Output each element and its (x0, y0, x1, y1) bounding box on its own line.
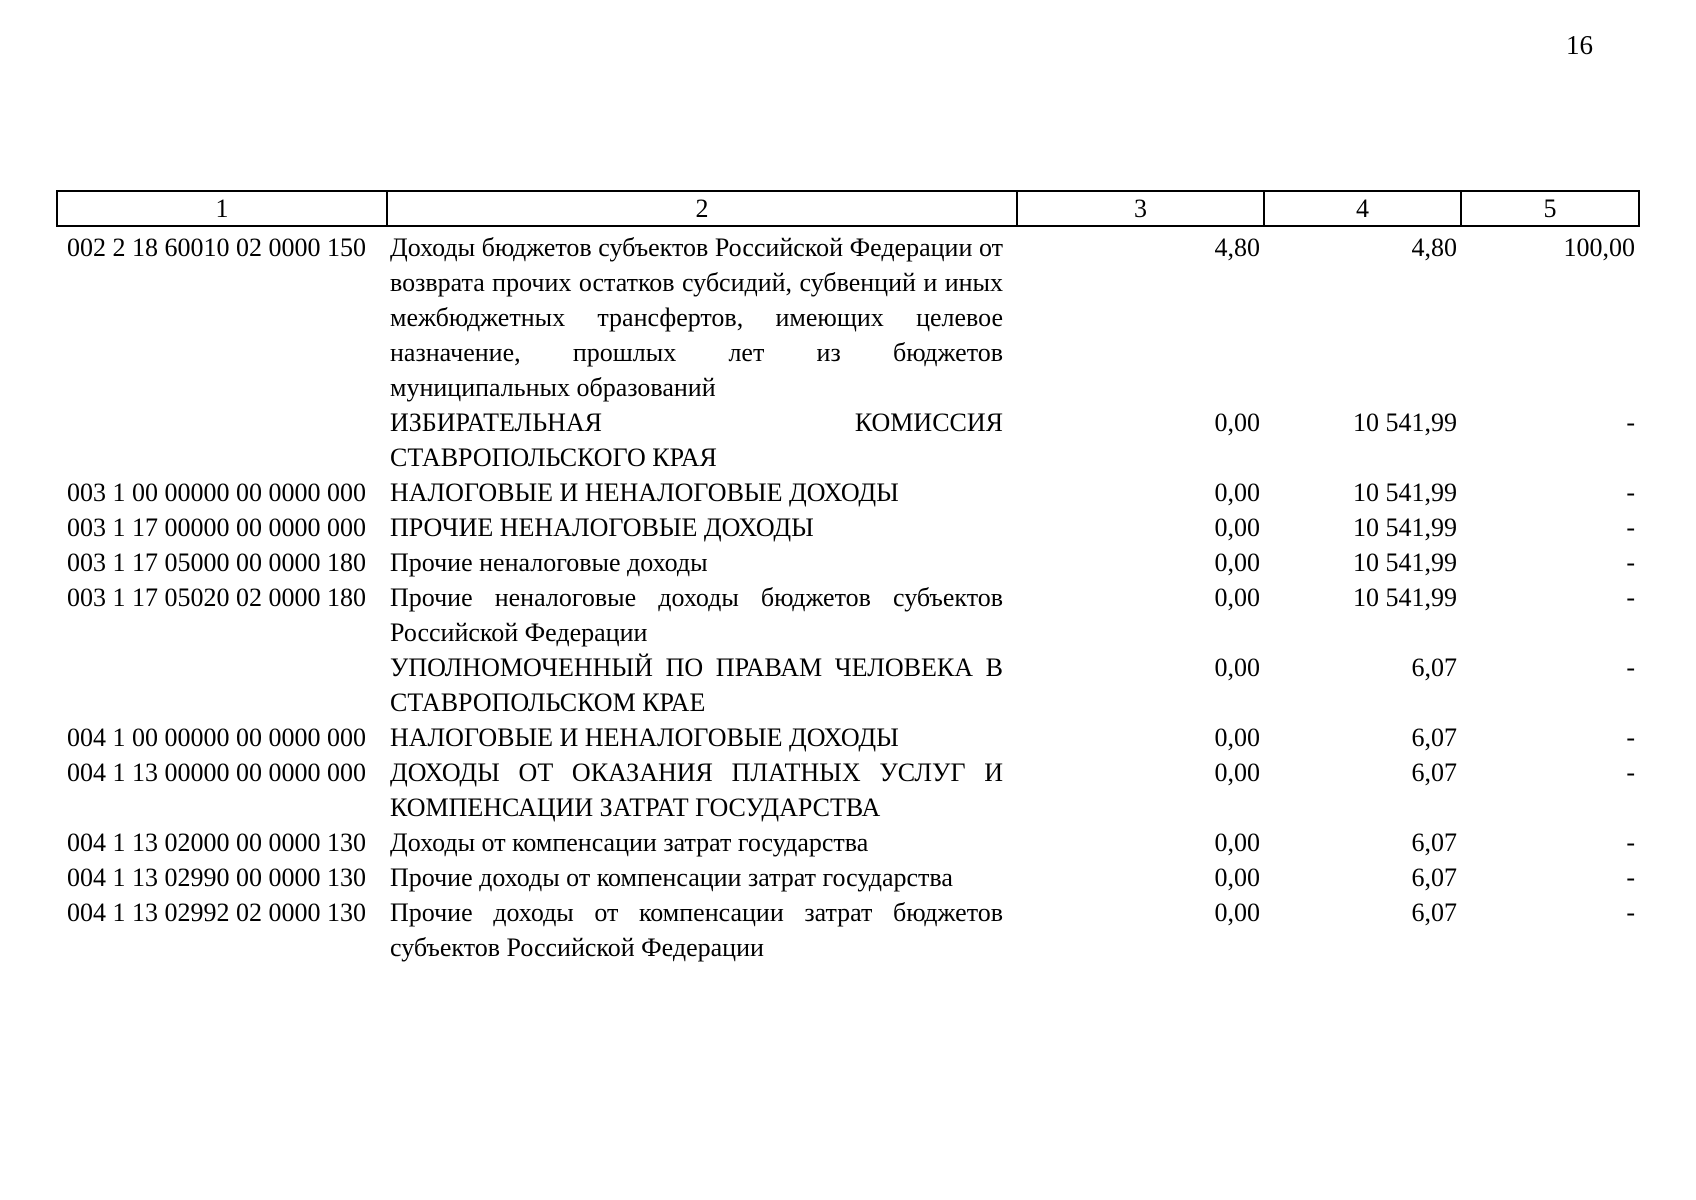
table-row (57, 545, 1639, 580)
row-value-col5: - (1626, 513, 1635, 542)
row-value-col3: 0,00 (1214, 723, 1260, 752)
header-col-5: 5 (1461, 191, 1639, 226)
header-col-2: 2 (387, 191, 1017, 226)
budget-table (56, 190, 1640, 965)
table-row (57, 405, 1639, 475)
row-value-col3: 0,00 (1214, 863, 1260, 892)
row-code: 002 2 18 60010 02 0000 150 (67, 233, 366, 262)
row-name: Прочие неналоговые доходы бюджетов субъектов Российской Федерации (390, 583, 1003, 647)
table-row (57, 860, 1639, 895)
row-code: 004 1 13 02992 02 0000 130 (67, 898, 366, 927)
row-name: Прочие доходы от компенсации затрат государства (390, 863, 953, 892)
row-value-col4: 10 541,99 (1353, 408, 1457, 437)
row-value-col4: 6,07 (1411, 723, 1457, 752)
row-name: Прочие неналоговые доходы (390, 548, 708, 577)
row-value-col3: 0,00 (1214, 758, 1260, 787)
table-row (57, 580, 1639, 650)
row-value-col5: - (1626, 898, 1635, 927)
row-name: ИЗБИРАТЕЛЬНАЯ КОМИССИЯ СТАВРОПОЛЬСКОГО КРАЯ (390, 408, 1003, 472)
row-value-col4: 4,80 (1411, 233, 1457, 262)
row-value-col5: - (1626, 478, 1635, 507)
row-value-col4: 10 541,99 (1353, 548, 1457, 577)
table-row (57, 475, 1639, 510)
row-name: УПОЛНОМОЧЕННЫЙ ПО ПРАВАМ ЧЕЛОВЕКА В СТАВРОПОЛЬСКОМ КРАЕ (390, 653, 1003, 717)
row-name: ДОХОДЫ ОТ ОКАЗАНИЯ ПЛАТНЫХ УСЛУГ И КОМПЕНСАЦИИ ЗАТРАТ ГОСУДАРСТВА (390, 758, 1003, 822)
row-value-col5: - (1626, 863, 1635, 892)
header-col-4: 4 (1264, 191, 1461, 226)
row-code: 004 1 13 02990 00 0000 130 (67, 863, 366, 892)
row-code: 004 1 13 00000 00 0000 000 (67, 758, 366, 787)
page-number: 16 (1566, 30, 1593, 60)
row-value-col3: 0,00 (1214, 653, 1260, 682)
row-name: Доходы от компенсации затрат государства (390, 828, 869, 857)
row-value-col3: 0,00 (1214, 548, 1260, 577)
table-row (57, 720, 1639, 755)
row-value-col5: - (1626, 758, 1635, 787)
row-value-col4: 10 541,99 (1353, 513, 1457, 542)
row-value-col5: - (1626, 583, 1635, 612)
row-value-col5: - (1626, 723, 1635, 752)
row-value-col3: 0,00 (1214, 898, 1260, 927)
row-value-col4: 6,07 (1411, 828, 1457, 857)
row-value-col3: 0,00 (1214, 828, 1260, 857)
row-value-col5: - (1626, 828, 1635, 857)
row-value-col5: 100,00 (1563, 233, 1635, 262)
row-value-col4: 6,07 (1411, 653, 1457, 682)
header-row (57, 191, 1639, 226)
row-name: ПРОЧИЕ НЕНАЛОГОВЫЕ ДОХОДЫ (390, 513, 814, 542)
row-value-col4: 10 541,99 (1353, 478, 1457, 507)
row-code (57, 405, 387, 475)
row-value-col3: 0,00 (1214, 478, 1260, 507)
row-name: НАЛОГОВЫЕ И НЕНАЛОГОВЫЕ ДОХОДЫ (390, 723, 899, 752)
row-name: Прочие доходы от компенсации затрат бюджетов субъектов Российской Федерации (390, 898, 1003, 962)
row-name: Доходы бюджетов субъектов Российской Федерации от возврата прочих остатков субсидий, субвенций и иных межбюджетных трансфертов, имеющих целевое назначение, прошлых лет из бюджетов муниципальных образований (390, 233, 1003, 402)
row-code: 003 1 17 05020 02 0000 180 (67, 583, 366, 612)
row-code: 003 1 17 00000 00 0000 000 (67, 513, 366, 542)
table-row (57, 226, 1639, 405)
table-header (57, 191, 1639, 226)
row-code: 004 1 00 00000 00 0000 000 (67, 723, 366, 752)
row-code: 003 1 17 05000 00 0000 180 (67, 548, 366, 577)
row-value-col3: 0,00 (1214, 583, 1260, 612)
row-value-col5: - (1626, 653, 1635, 682)
table-row (57, 755, 1639, 825)
table-row (57, 895, 1639, 965)
table-body (57, 226, 1639, 965)
row-code: 004 1 13 02000 00 0000 130 (67, 828, 366, 857)
row-code: 003 1 00 00000 00 0000 000 (67, 478, 366, 507)
table-row (57, 510, 1639, 545)
row-value-col5: - (1626, 408, 1635, 437)
row-value-col4: 6,07 (1411, 898, 1457, 927)
row-value-col3: 0,00 (1214, 513, 1260, 542)
row-value-col4: 10 541,99 (1353, 583, 1457, 612)
row-value-col3: 0,00 (1214, 408, 1260, 437)
row-value-col4: 6,07 (1411, 863, 1457, 892)
header-col-1: 1 (57, 191, 387, 226)
row-value-col3: 4,80 (1214, 233, 1260, 262)
row-value-col5: - (1626, 548, 1635, 577)
row-name: НАЛОГОВЫЕ И НЕНАЛОГОВЫЕ ДОХОДЫ (390, 478, 899, 507)
table-row (57, 650, 1639, 720)
table-row (57, 825, 1639, 860)
row-code (57, 650, 387, 720)
header-col-3: 3 (1017, 191, 1264, 226)
row-value-col4: 6,07 (1411, 758, 1457, 787)
